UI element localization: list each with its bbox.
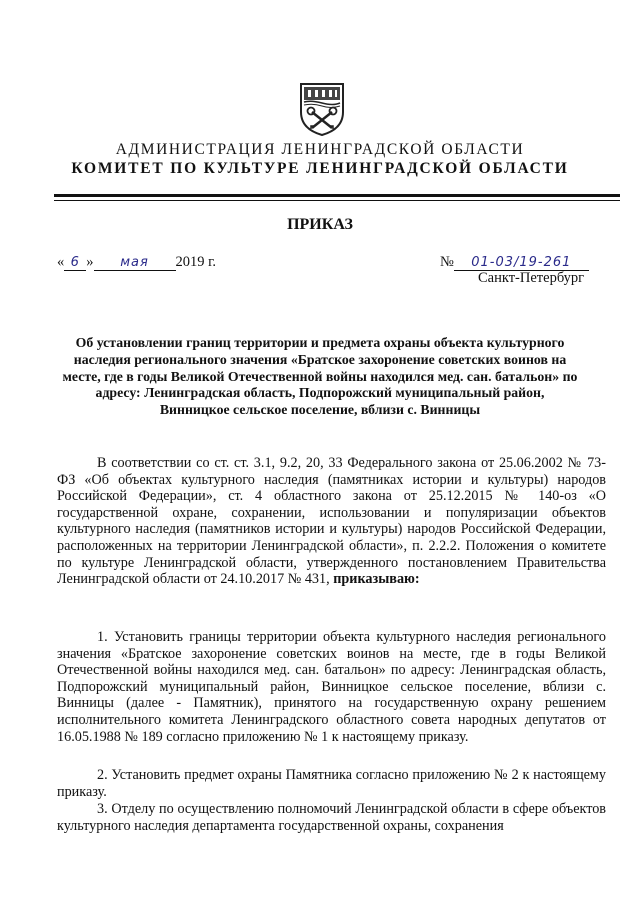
- header-rule-thin: [54, 200, 620, 201]
- document-title: Об установлении границ территории и предмета охраны объекта культурного наследия регионального значения «Братское захоронение советских воинов на месте, где в годы Великой Отечественной войны находился мед. сан. батальон» по адресу: Ленинградская область, Подпорожский муниципальный район, Винницкое сельское поселение, вблизи с. Винницы: [62, 335, 578, 418]
- date-year: 2019 г.: [175, 254, 217, 270]
- date-close-quote: »: [86, 254, 94, 270]
- number-value: 01-03/19-261: [454, 256, 589, 271]
- document-city: Санкт-Петербург: [478, 270, 585, 286]
- org-name-administration: АДМИНИСТРАЦИЯ ЛЕНИНГРАДСКОЙ ОБЛАСТИ: [115, 141, 525, 158]
- order-word: приказываю:: [333, 571, 420, 588]
- number-prefix: №: [440, 254, 454, 270]
- document-type: ПРИКАЗ: [287, 216, 353, 233]
- preamble-text: В соответствии со ст. ст. 3.1, 9.2, 20, 33 Федерального закона от 25.06.2002 № 73-ФЗ «Об объектах культурного наследия (памятниках истории и культуры) народов Российской Федерации», ст. 4 областного закона от 25.12.2015 № 140-оз «О государственной охране, сохранении, использовании и популяризации объектов культурного наследия (памятников истории и культуры) народов Российской Федерации, расположенных на территории Ленинградской области», п. 2.2.2. Положения о комитете по культуре Ленинградской области, утвержденного постановлением Правительства Ленинградской области от 24.10.2017 № 431,: [57, 455, 606, 588]
- item-3-paragraph: 3. Отделу по осуществлению полномочий Ленинградской области в сфере объектов культурного наследия департамента государственной охраны, сохранения: [57, 801, 606, 834]
- item-2-paragraph: 2. Установить предмет охраны Памятника согласно приложению № 2 к настоящему приказу.: [57, 767, 606, 800]
- date-month: мая: [94, 256, 176, 271]
- header-rule-thick: [54, 194, 620, 197]
- document-date: [57, 254, 216, 271]
- coat-of-arms-icon: [299, 82, 345, 137]
- document-number: [440, 254, 589, 271]
- item-1-paragraph: 1. Установить границы территории объекта культурного наследия регионального значения «Братское захоронение советских воинов на месте, где в годы Великой Отечественной войны находился мед. сан. батальон» по адресу: Ленинградская область, Подпорожский муниципальный район, Винницкое сельское поселение, вблизи с. Винницы (далее - Памятник), принятого на государственную охрану решением исполнительного комитета Ленинградского областного совета народных депутатов от 16.05.1988 № 189 согласно приложению № 1 к настоящему приказу.: [57, 629, 606, 745]
- date-open-quote: «: [57, 254, 65, 270]
- preamble-paragraph: [57, 455, 606, 588]
- date-day: 6: [64, 256, 86, 271]
- org-name-committee: КОМИТЕТ ПО КУЛЬТУРЕ ЛЕНИНГРАДСКОЙ ОБЛАСТИ: [71, 160, 569, 177]
